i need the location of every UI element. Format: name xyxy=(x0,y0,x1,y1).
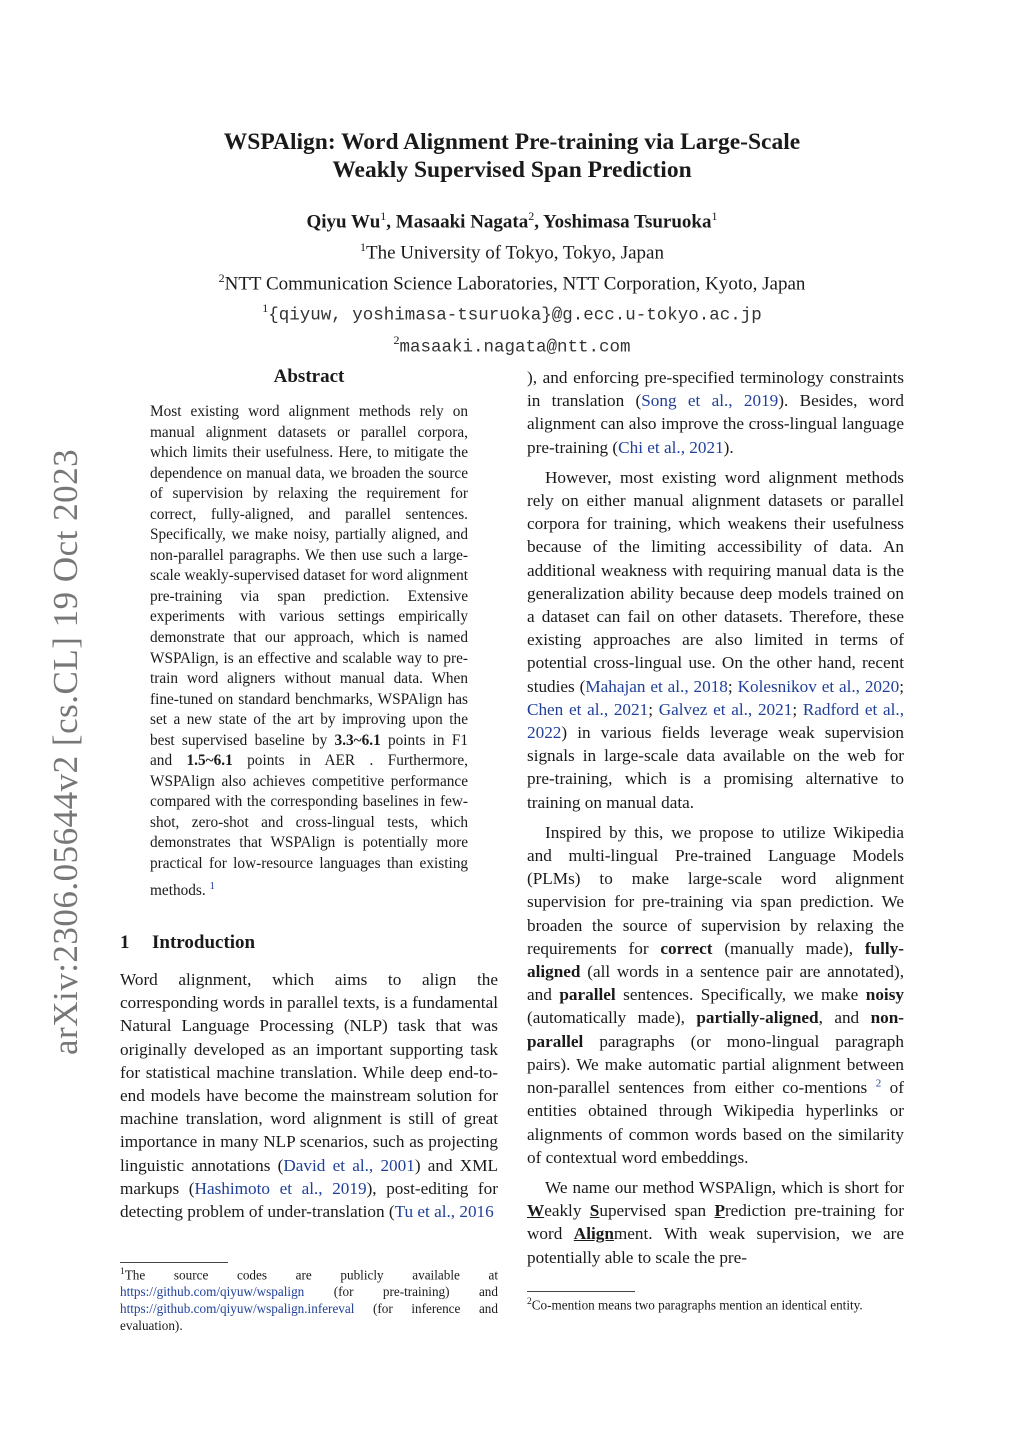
abstract-body xyxy=(150,402,468,901)
author-name: Masaaki Nagata xyxy=(395,211,529,233)
acronym-letter: S xyxy=(589,1201,600,1221)
acronym-letter: W xyxy=(527,1201,545,1221)
acronym-letter: P xyxy=(714,1201,725,1221)
paper-title xyxy=(120,128,904,184)
bold-term: noisy xyxy=(865,985,904,1005)
citation-separator: ; xyxy=(648,699,659,719)
bold-term: fully-aligned xyxy=(527,938,904,982)
affiliation-mark: 1 xyxy=(711,209,718,223)
bold-term: correct xyxy=(660,938,713,958)
abstract-text: points in AER . Furthermore, WSPAlign also achieves competitive performance compared with the corresponding baselines in few-shot, zero-shot and cross-lingual tests, which demonstrates that WSPAlign is potentially more practical for low-resource languages than existing methods. xyxy=(150,752,468,899)
footnote-text: Co-mention means two paragraphs mention an identical entity. xyxy=(531,1297,863,1313)
github-link[interactable]: https://github.com/qiyuw/wspalign xyxy=(120,1284,305,1300)
paragraph-text: However, most existing word alignment methods rely on either manual alignment datasets or parallel corpora for training, which weakens their usefulness because of the limiting accessibility of data. An additional weakness with requiring manual data is the generalization ability because deep models trained on a dataset can fail on other datasets. Therefore, these existing approaches are also limited in terms of potential cross-lingual use. On the other hand, recent studies ( xyxy=(527,467,904,696)
title-line-2: Weakly Supervised Span Prediction xyxy=(332,157,692,183)
intro-paragraph-2 xyxy=(527,466,904,814)
paragraph-text: ). Besides, word alignment can also improve the cross-lingual language pre-training ( xyxy=(527,391,904,457)
left-column-body xyxy=(120,968,498,1230)
right-column-body xyxy=(527,366,904,1276)
footnote-2 xyxy=(527,1294,904,1313)
footnote-divider xyxy=(527,1291,635,1292)
email-text: masaaki.nagata@ntt.com xyxy=(399,337,631,358)
section-title: Introduction xyxy=(152,932,256,953)
section-heading-introduction xyxy=(120,932,255,954)
citation-link[interactable]: Tu et al., 2016 xyxy=(394,1202,494,1222)
paragraph-text: rediction pre-training for word xyxy=(527,1201,904,1244)
paragraph-text: paragraphs (or mono-lingual paragraph pairs). We make automatic partial alignment between non-parallel sentences from either co-mentions xyxy=(527,1031,904,1098)
email-1 xyxy=(120,296,904,328)
intro-paragraph-3 xyxy=(527,821,904,1169)
paragraph-text: , and xyxy=(818,1008,871,1028)
section-number: 1 xyxy=(120,932,130,953)
affiliation-text: NTT Communication Science Laboratories, NTT Corporation, Kyoto, Japan xyxy=(224,272,806,294)
abstract-bold: 3.3~6.1 xyxy=(334,731,381,749)
bold-term: non-parallel xyxy=(527,1008,904,1051)
author-names: Qiyu Wu$^1$, Masaaki Nagata$^2$, Yoshimasa Tsuruoka$^1$ xyxy=(306,209,718,233)
footnote-text: The source codes are publicly available at xyxy=(124,1267,498,1283)
affiliation-mark: 2 xyxy=(528,209,535,223)
affiliation-2 xyxy=(120,266,904,297)
citation-link[interactable]: Song et al., 2019 xyxy=(641,391,779,411)
title-line-1: WSPAlign: Word Alignment Pre-training via Large-Scale xyxy=(223,129,801,155)
footnote-1 xyxy=(120,1264,498,1334)
paragraph-text: (manually made), xyxy=(712,938,865,958)
abstract-heading: Abstract xyxy=(273,366,345,387)
affiliation-text: The University of Tokyo, Tokyo, Japan xyxy=(366,242,664,264)
citation-link[interactable]: Hashimoto et al., 2019 xyxy=(194,1178,367,1198)
citation-link[interactable]: Galvez et al., 2021 xyxy=(658,699,793,719)
affiliation-mark: 1 xyxy=(262,301,269,316)
paragraph-text: sentences. Specifically, we make xyxy=(615,985,866,1005)
affiliation-mark: 2 xyxy=(393,333,400,348)
footnote-text: (for pre-training) and xyxy=(304,1284,498,1300)
bold-term: parallel xyxy=(559,985,616,1005)
affiliation-mark: 1 xyxy=(380,209,387,223)
paragraph-text: ), and enforcing pre-specified terminology constraints in translation ( xyxy=(527,368,904,411)
footnote-text: (for inference and evaluation). xyxy=(120,1301,498,1334)
citation-link[interactable]: Chi et al., 2021 xyxy=(618,437,724,457)
citation-link[interactable]: Radford et al., 2022 xyxy=(527,699,904,743)
paragraph-text: We name our method WSPAlign, which is short for xyxy=(545,1177,904,1197)
bold-term: partially-aligned xyxy=(696,1008,819,1028)
paragraph-text: upervised span xyxy=(599,1201,715,1221)
paragraph-text: eakly xyxy=(544,1201,590,1221)
footnote-link[interactable]: 1 xyxy=(209,879,215,892)
affiliation-mark: 2 xyxy=(218,270,225,285)
acronym-letter: Align xyxy=(573,1224,614,1244)
footnote-mark: 1 xyxy=(120,1267,125,1277)
abstract-text: points in F1 and xyxy=(150,731,468,770)
citation-link[interactable]: David et al., 2001 xyxy=(283,1155,415,1175)
footnote-link[interactable]: 2 xyxy=(875,1077,882,1090)
intro-paragraph-4 xyxy=(527,1176,904,1269)
citation-link[interactable]: Kolesnikov et al., 2020 xyxy=(737,676,900,696)
paragraph-text: ) in various fields leverage weak supervision signals in large-scale data available on the web for pre-training, which is a promising alternative to training on manual data. xyxy=(527,723,904,812)
footnote-mark: 2 xyxy=(527,1297,532,1307)
abstract-bold: 1.5~6.1 xyxy=(186,752,233,770)
author-name: Yoshimasa Tsuruoka xyxy=(543,211,712,233)
paragraph-text: ment. With weak supervision, we are potentially able to scale the pre- xyxy=(527,1224,904,1267)
citation-link[interactable]: Chen et al., 2021 xyxy=(527,699,649,719)
github-infer-link[interactable]: https://github.com/qiyuw/wspalign.infereval xyxy=(120,1301,355,1317)
intro-paragraph-1-cont xyxy=(527,366,904,459)
abstract-text: Most existing word alignment methods rely on manual alignment datasets or parallel corpora, which limits their usefulness. Here, to mitigate the dependence on manual data, we broaden the source of supervision by relaxing the requirement for correct, fully-aligned, and parallel sentences. Specifically, we make noisy, partially aligned, and non-parallel paragraphs. We then use such a large-scale weakly-supervised dataset for word alignment pre-training via span prediction. Extensive experiments with various settings empirically demonstrate that our approach, which is named WSPAlign, is an effective and scalable way to pre-train word aligners without manual data. When fine-tuned on standard benchmarks, WSPAlign has set a new state of the art by improving upon the best supervised baseline by xyxy=(150,403,468,749)
email-text: {qiyuw, yoshimasa-tsuruoka}@g.ecc.u-tokyo.ac.jp xyxy=(268,305,762,326)
author-name: Qiyu Wu xyxy=(306,211,381,233)
email-2 xyxy=(120,328,904,360)
affiliation-mark: 1 xyxy=(360,239,367,254)
paragraph-text: of entities obtained through Wikipedia hyperlinks or alignments of common words based on the similarity of contextual word embeddings. xyxy=(527,1078,904,1167)
paragraph-text: Word alignment, which aims to align the corresponding words in parallel texts, is a fundamental Natural Language Processing (NLP) task that was originally developed as an important supporting task for statistical machine translation. While deep end-to-end models have become the mainstream solution for machine translation, word alignment is still of great importance in many NLP scenarios, such as projecting linguistic annotations ( xyxy=(120,970,498,1175)
paragraph-text: (all words in a sentence pair are annotated), and xyxy=(527,962,904,1005)
paragraph-text: (automatically made), xyxy=(527,1008,697,1028)
citation-separator: ; xyxy=(899,676,904,696)
footnote-divider xyxy=(120,1262,228,1263)
affiliation-1 xyxy=(120,235,904,266)
intro-paragraph-1 xyxy=(120,968,498,1223)
citation-link[interactable]: Mahajan et al., 2018 xyxy=(585,676,728,696)
paragraph-text: ) and XML markups ( xyxy=(120,1155,498,1198)
paragraph-text: Inspired by this, we propose to utilize Wikipedia and multi-lingual Pre-trained Language Models (PLMs) to make large-scale word alignment supervision for pre-training via span prediction. We broaden the source of supervision by relaxing the requirements for xyxy=(527,822,904,958)
author-block xyxy=(120,204,904,360)
citation-separator: ; xyxy=(727,676,738,696)
citation-separator: ; xyxy=(792,699,803,719)
arxiv-identifier: arXiv:2306.05644v2 [cs.CL] 19 Oct 2023 xyxy=(46,448,85,1055)
paragraph-text: ). xyxy=(723,437,734,457)
paragraph-text: ), post-editing for detecting problem of under-translation ( xyxy=(120,1178,498,1222)
